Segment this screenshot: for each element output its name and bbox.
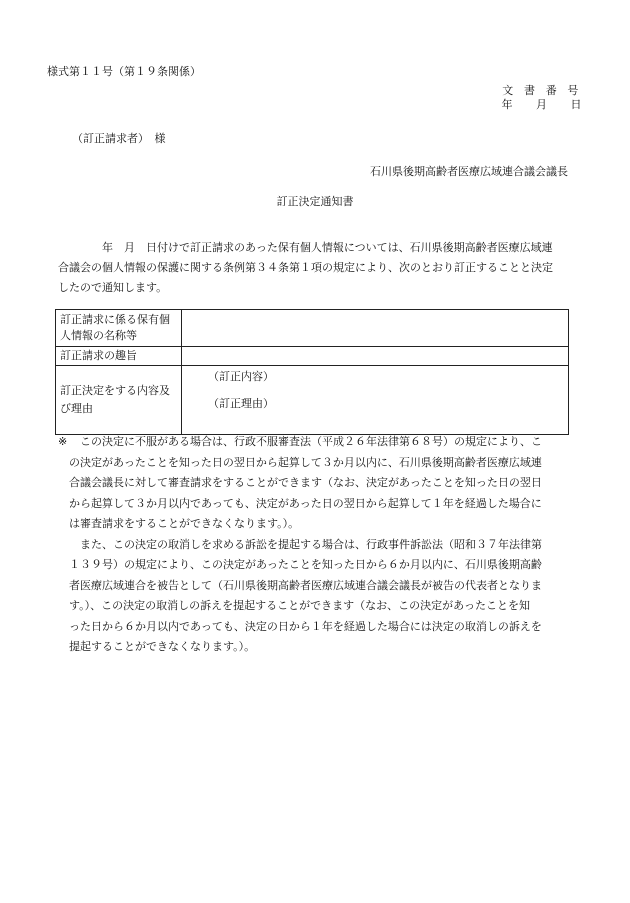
date-label: 年 月 日 — [501, 98, 582, 111]
intro-line: 合議会の個人情報の保護に関する条例第３４条第１項の規定により、次のとおり訂正することと決定 — [58, 261, 553, 274]
intro-paragraph — [58, 238, 583, 298]
table-label-line: 訂正決定をする内容及 — [60, 384, 170, 397]
sender-name: 石川県後期高齢者医療広域連合議会議長 — [370, 165, 568, 178]
document-number-label: 文 書 番 号 — [502, 84, 582, 97]
table-value-cell — [182, 366, 569, 435]
decision-table — [55, 309, 569, 435]
note-line: 者医療広域連合を被告として（石川県後期高齢者医療広域連合議会議長が被告の代表者となりま — [69, 578, 542, 592]
table-row — [56, 310, 569, 347]
table-label-cell: 訂正請求の趣旨 — [56, 347, 182, 366]
note-line: 提起することができなくなります。）。 — [69, 640, 256, 653]
form-number: 様式第１１号（第１９条関係） — [47, 65, 201, 78]
document-title: 訂正決定通知書 — [276, 195, 354, 208]
note-line: 合議会議長に対して審査請求をすることができます（なお、決定があったことを知った日の翌日 — [69, 476, 542, 489]
table-row — [56, 366, 569, 435]
correction-reason-label: （訂正理由） — [208, 397, 274, 410]
table-label-line: 人情報の名称等 — [60, 329, 137, 342]
table-label-cell — [56, 366, 182, 435]
note-line: の決定があったことを知った日の翌日から起算して３か月以内に、石川県後期高齢者医療広域連 — [69, 455, 542, 469]
note-line: は審査請求をすることができなくなります。）。 — [69, 517, 300, 530]
note-line — [58, 432, 585, 453]
recipient-line: （訂正請求者） 様 — [72, 132, 166, 145]
intro-line: 年 月 日付けで訂正請求のあった保有個人情報については、石川県後期高齢者医療広域連 — [58, 241, 553, 254]
note-text: この決定に不服がある場合は、行政不服審査法（平成２６年法律第６８号）の規定により、こ — [80, 435, 542, 448]
correction-content-label: （訂正内容） — [208, 370, 274, 383]
table-label-line: 訂正請求に係る保有個 — [60, 313, 170, 326]
intro-line: したので通知します。 — [58, 281, 168, 294]
notes-section — [60, 432, 585, 658]
table-label-line: び理由 — [60, 402, 93, 415]
note-line: った日から６か月以内であっても、決定の日から１年を経過した場合には決定の取消しの訴えを — [69, 619, 542, 633]
table-label-cell — [56, 310, 182, 347]
table-value-cell — [182, 310, 569, 347]
note-mark: ※ — [58, 435, 68, 448]
note-line: また、この決定の取消しを求める訴訟を提起する場合は、行政事件訴訟法（昭和３７年法律第 — [69, 537, 542, 551]
note-line: から起算して３か月以内であっても、決定があった日の翌日から起算して１年を経過した場合に — [69, 496, 542, 510]
note-line: １３９号）の規定により、この決定があったことを知った日から６か月以内に、石川県後期高齢 — [69, 558, 542, 571]
table-value-cell — [182, 347, 569, 366]
table-row — [56, 347, 569, 366]
note-line: す。）、この決定の取消しの訴えを提起することができます（なお、この決定があったことを知 — [69, 599, 531, 612]
